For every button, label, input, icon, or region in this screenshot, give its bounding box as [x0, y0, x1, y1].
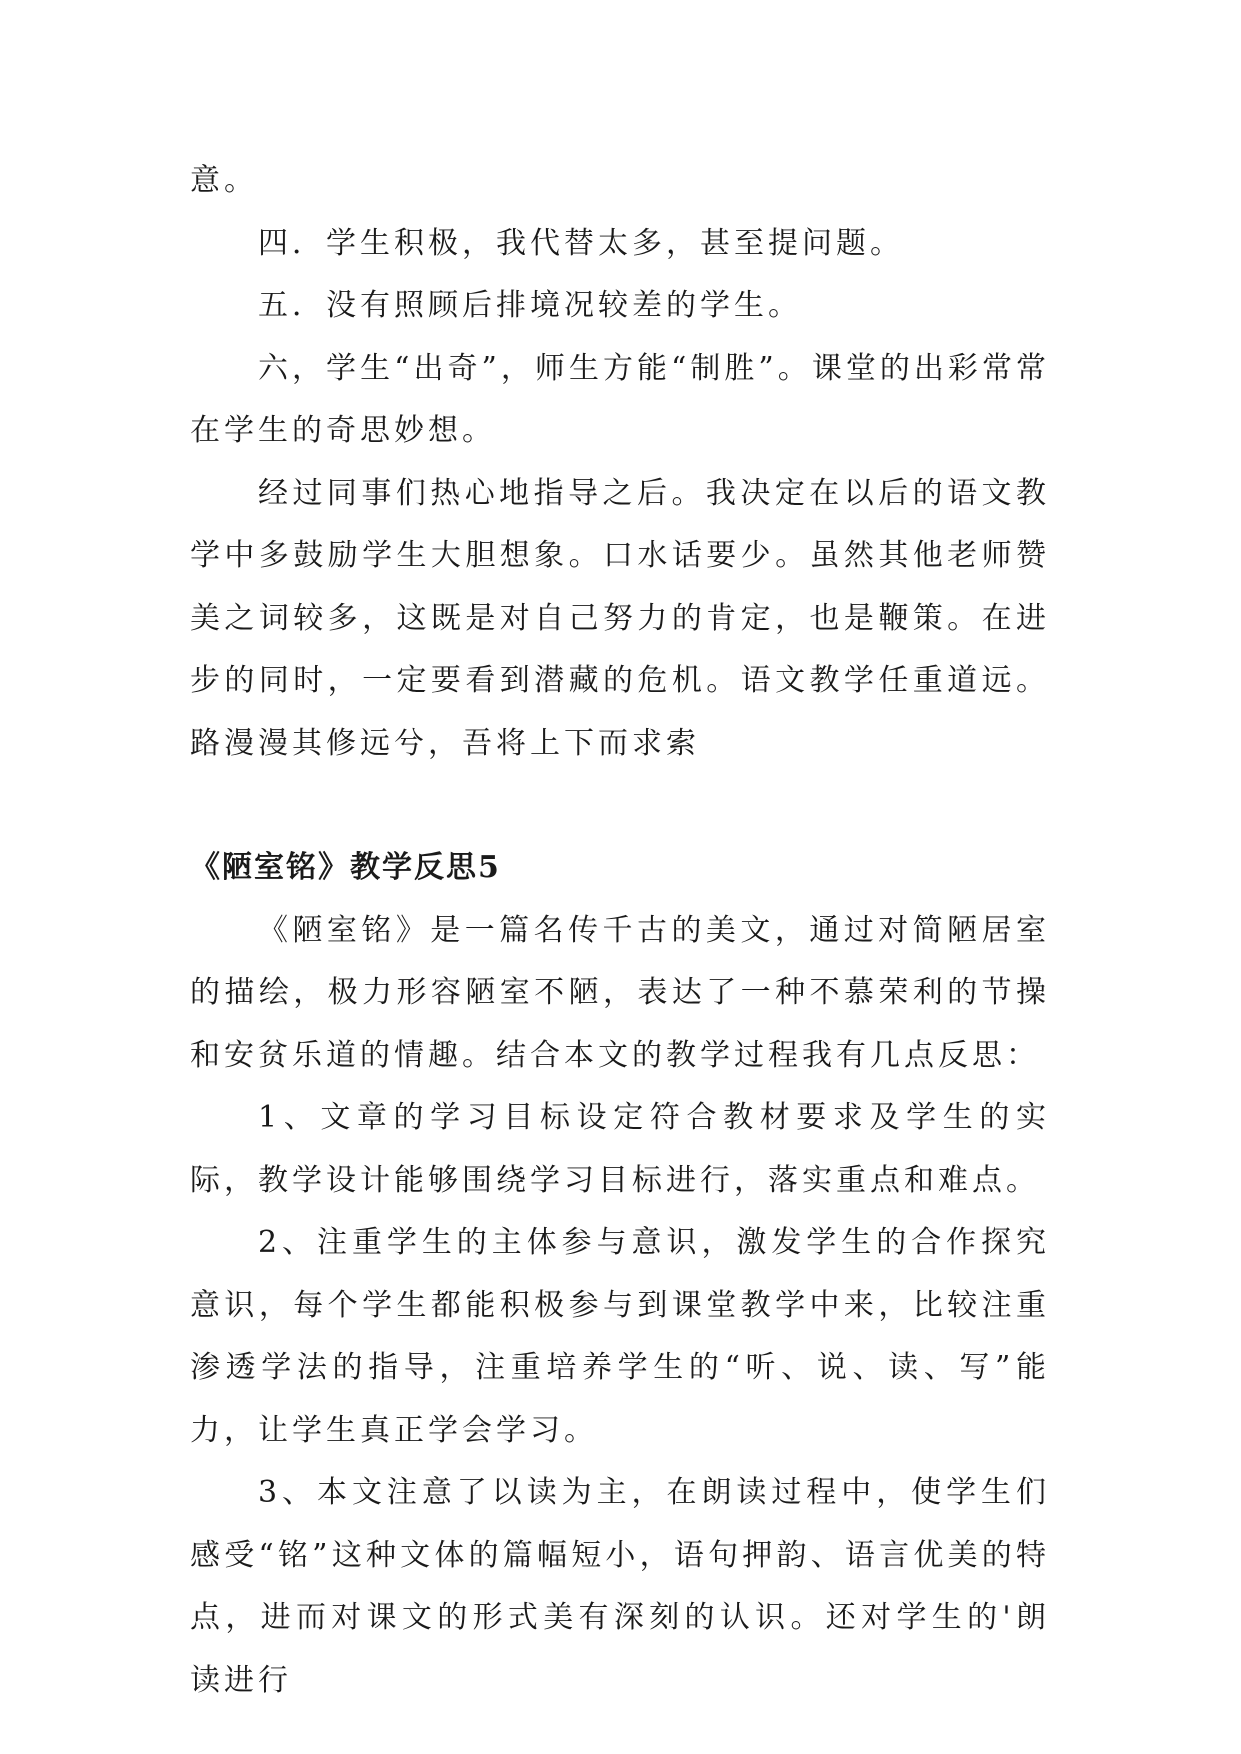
paragraph-conclusion: 经过同事们热心地指导之后。我决定在以后的语文教学中多鼓励学生大胆想象。口水话要少。虽然其他老师赞美之词较多，这既是对自己努力的肯定，也是鞭策。在进步的同时，一定要看到潜藏的危机。语文教学任重道远。路漫漫其修远兮，吾将上下而求索	[190, 475, 1050, 761]
paragraph-reflection-2: 2、注重学生的主体参与意识，激发学生的合作探究意识，每个学生都能积极参与到课堂教学中来，比较注重渗透学法的指导，注重培养学生的“听、说、读、写”能力，让学生真正学会学习。	[190, 1225, 1050, 1448]
paragraph-point-four: 四．学生积极，我代替太多，甚至提问题。	[258, 225, 904, 261]
paragraph-reflection-3: 3、本文注意了以读为主，在朗读过程中，使学生们感受“铭”这种文体的篇幅短小，语句押韵、语言优美的特点，进而对课文的形式美有深刻的认识。还对学生的'朗读进行	[190, 1475, 1050, 1698]
document-page	[190, 150, 1050, 1712]
paragraph-point-six: 六，学生“出奇”，师生方能“制胜”。课堂的出彩常常在学生的奇思妙想。	[190, 350, 1050, 448]
paragraph-reflection-1: 1、文章的学习目标设定符合教材要求及学生的实际，教学设计能够围绕学习目标进行，落实重点和难点。	[190, 1100, 1050, 1198]
paragraph-continuation: 意。	[190, 163, 258, 198]
paragraph-intro: 《陋室铭》是一篇名传千古的美文，通过对简陋居室的描绘，极力形容陋室不陋，表达了一种不慕荣利的节操和安贫乐道的情趣。结合本文的教学过程我有几点反思：	[190, 912, 1050, 1073]
section-gap	[190, 775, 1050, 837]
paragraph-point-five: 五．没有照顾后排境况较差的学生。	[258, 288, 802, 323]
section-title: 《陋室铭》教学反思5	[190, 850, 501, 885]
